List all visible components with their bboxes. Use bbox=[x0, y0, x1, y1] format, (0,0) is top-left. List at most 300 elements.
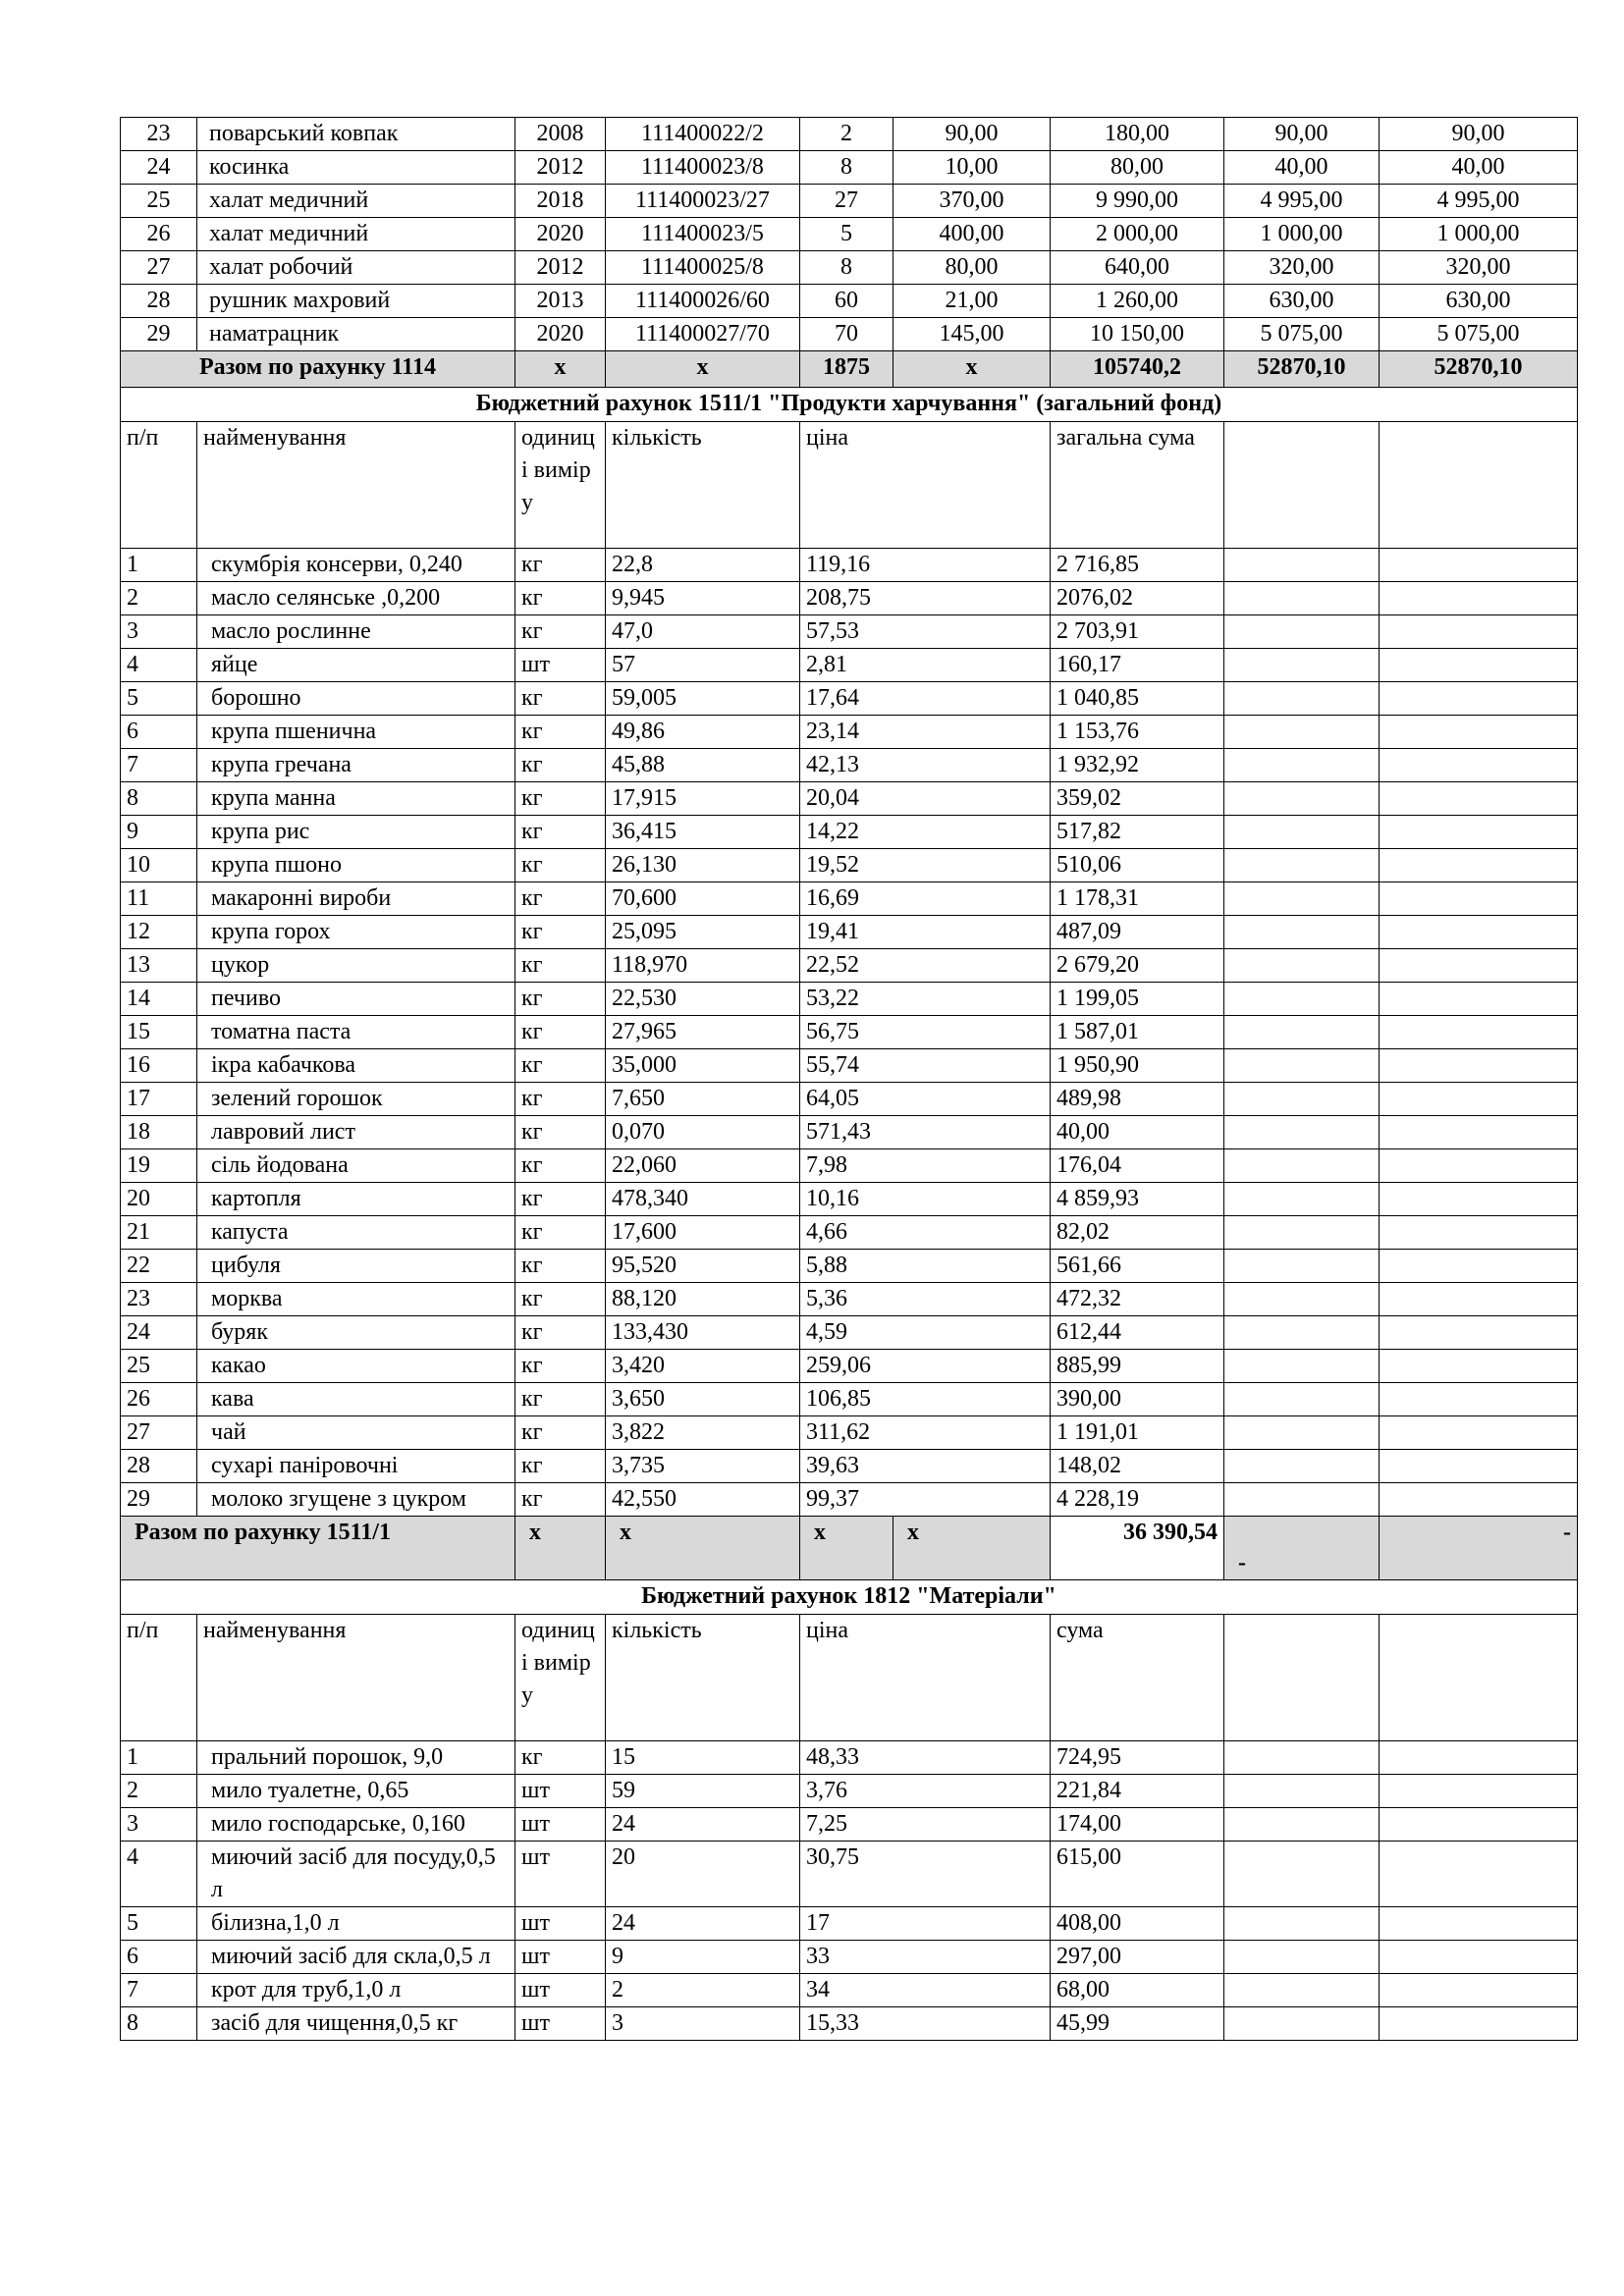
unit: кг bbox=[515, 1450, 606, 1483]
unit: кг bbox=[515, 1149, 606, 1183]
sum: 885,99 bbox=[1051, 1350, 1224, 1383]
header-empty bbox=[1380, 422, 1578, 549]
price: 10,00 bbox=[893, 151, 1051, 185]
table-row bbox=[121, 1083, 1578, 1116]
sum: 160,17 bbox=[1051, 649, 1224, 682]
unit: кг bbox=[515, 682, 606, 716]
sum: 1 587,01 bbox=[1051, 1016, 1224, 1049]
row-number: 1 bbox=[121, 549, 197, 582]
unit: кг bbox=[515, 1183, 606, 1216]
row-number: 2 bbox=[121, 582, 197, 615]
quantity: 118,970 bbox=[606, 949, 800, 983]
price: 4,66 bbox=[800, 1216, 1051, 1250]
empty-cell bbox=[1380, 849, 1578, 882]
quantity: 60 bbox=[800, 285, 893, 318]
empty-cell bbox=[1380, 682, 1578, 716]
price: 119,16 bbox=[800, 549, 1051, 582]
header-unit: одиниці виміру bbox=[515, 1615, 606, 1741]
price: 15,33 bbox=[800, 2007, 1051, 2041]
table-row bbox=[121, 1350, 1578, 1383]
table-row bbox=[121, 1907, 1578, 1941]
empty-cell bbox=[1224, 682, 1380, 716]
price: 33 bbox=[800, 1941, 1051, 1974]
item-name: крупа манна bbox=[197, 782, 515, 816]
empty-cell bbox=[1380, 649, 1578, 682]
empty-cell bbox=[1380, 1250, 1578, 1283]
sum: 517,82 bbox=[1051, 816, 1224, 849]
price: 4,59 bbox=[800, 1316, 1051, 1350]
price: 311,62 bbox=[800, 1416, 1051, 1450]
table-row bbox=[121, 1775, 1578, 1808]
empty-cell bbox=[1380, 1483, 1578, 1517]
unit: шт bbox=[515, 1941, 606, 1974]
inventory-number: 111400027/70 bbox=[606, 318, 800, 351]
sum: 45,99 bbox=[1051, 2007, 1224, 2041]
header-sum: сума bbox=[1051, 1615, 1224, 1741]
row-number: 9 bbox=[121, 816, 197, 849]
sum-a: 5 075,00 bbox=[1224, 318, 1380, 351]
quantity: 27 bbox=[800, 185, 893, 218]
total-sum: 9 990,00 bbox=[1051, 185, 1224, 218]
item-name: рушник махровий bbox=[197, 285, 515, 318]
empty-cell bbox=[1224, 1775, 1380, 1808]
sum-a: 40,00 bbox=[1224, 151, 1380, 185]
price: 23,14 bbox=[800, 716, 1051, 749]
empty-cell bbox=[1224, 582, 1380, 615]
empty-cell bbox=[1224, 1350, 1380, 1383]
quantity: 70 bbox=[800, 318, 893, 351]
sum: 4 228,19 bbox=[1051, 1483, 1224, 1517]
total-sum: 10 150,00 bbox=[1051, 318, 1224, 351]
unit: кг bbox=[515, 615, 606, 649]
price: 17 bbox=[800, 1907, 1051, 1941]
empty-cell bbox=[1224, 1416, 1380, 1450]
quantity: 9 bbox=[606, 1941, 800, 1974]
empty-cell bbox=[1380, 1216, 1578, 1250]
row-number: 22 bbox=[121, 1250, 197, 1283]
empty-cell bbox=[1224, 1049, 1380, 1083]
unit: кг bbox=[515, 1216, 606, 1250]
header-name: найменування bbox=[197, 1615, 515, 1741]
item-name: какао bbox=[197, 1350, 515, 1383]
item-name: халат медичний bbox=[197, 218, 515, 251]
price: 99,37 bbox=[800, 1483, 1051, 1517]
price: 571,43 bbox=[800, 1116, 1051, 1149]
item-name: крупа гречана bbox=[197, 749, 515, 782]
table-row bbox=[121, 882, 1578, 916]
price: 3,76 bbox=[800, 1775, 1051, 1808]
total-label: Разом по рахунку 1511/1 bbox=[121, 1517, 515, 1580]
quantity: 0,070 bbox=[606, 1116, 800, 1149]
table-row bbox=[121, 285, 1578, 318]
row-number: 5 bbox=[121, 682, 197, 716]
header-unit: одиниці виміру bbox=[515, 422, 606, 549]
price: 53,22 bbox=[800, 983, 1051, 1016]
unit: кг bbox=[515, 949, 606, 983]
quantity: 3,420 bbox=[606, 1350, 800, 1383]
price: 14,22 bbox=[800, 816, 1051, 849]
empty-cell bbox=[1224, 1450, 1380, 1483]
quantity: 88,120 bbox=[606, 1283, 800, 1316]
price: 48,33 bbox=[800, 1741, 1051, 1775]
row-number: 29 bbox=[121, 318, 197, 351]
empty-cell bbox=[1380, 549, 1578, 582]
table-row bbox=[121, 1842, 1578, 1907]
row-number: 3 bbox=[121, 1808, 197, 1842]
row-number: 4 bbox=[121, 1842, 197, 1907]
price: 20,04 bbox=[800, 782, 1051, 816]
table-row bbox=[121, 118, 1578, 151]
row-number: 8 bbox=[121, 782, 197, 816]
price: 7,98 bbox=[800, 1149, 1051, 1183]
header-number: п/п bbox=[121, 422, 197, 549]
empty-cell bbox=[1224, 1250, 1380, 1283]
quantity: 25,095 bbox=[606, 916, 800, 949]
price: 16,69 bbox=[800, 882, 1051, 916]
row-number: 12 bbox=[121, 916, 197, 949]
item-name: цукор bbox=[197, 949, 515, 983]
total-cell: x bbox=[515, 351, 606, 388]
unit: кг bbox=[515, 1116, 606, 1149]
item-name: капуста bbox=[197, 1216, 515, 1250]
empty-cell bbox=[1380, 1083, 1578, 1116]
unit: шт bbox=[515, 1808, 606, 1842]
unit: шт bbox=[515, 1974, 606, 2007]
item-name: білизна,1,0 л bbox=[197, 1907, 515, 1941]
unit: кг bbox=[515, 983, 606, 1016]
quantity: 15 bbox=[606, 1741, 800, 1775]
inventory-number: 111400025/8 bbox=[606, 251, 800, 285]
sum: 68,00 bbox=[1051, 1974, 1224, 2007]
item-name: лавровий лист bbox=[197, 1116, 515, 1149]
item-name: косинка bbox=[197, 151, 515, 185]
item-name: масло рослинне bbox=[197, 615, 515, 649]
row-number: 6 bbox=[121, 1941, 197, 1974]
empty-cell bbox=[1380, 1383, 1578, 1416]
empty-cell bbox=[1380, 1116, 1578, 1149]
sum: 359,02 bbox=[1051, 782, 1224, 816]
item-name: зелений горошок bbox=[197, 1083, 515, 1116]
unit: кг bbox=[515, 1049, 606, 1083]
quantity: 57 bbox=[606, 649, 800, 682]
price: 19,52 bbox=[800, 849, 1051, 882]
unit: кг bbox=[515, 1283, 606, 1316]
quantity: 45,88 bbox=[606, 749, 800, 782]
table-row bbox=[121, 1016, 1578, 1049]
quantity: 59 bbox=[606, 1775, 800, 1808]
year: 2020 bbox=[515, 318, 606, 351]
total-cell: x bbox=[606, 351, 800, 388]
total-cell: 52870,10 bbox=[1380, 351, 1578, 388]
quantity: 95,520 bbox=[606, 1250, 800, 1283]
unit: кг bbox=[515, 1350, 606, 1383]
sum-b: 5 075,00 bbox=[1380, 318, 1578, 351]
total-sum: 2 000,00 bbox=[1051, 218, 1224, 251]
materials-header-row bbox=[121, 1615, 1578, 1741]
quantity: 17,915 bbox=[606, 782, 800, 816]
item-name: пральний порошок, 9,0 bbox=[197, 1741, 515, 1775]
price: 2,81 bbox=[800, 649, 1051, 682]
item-name: засіб для чищення,0,5 кг bbox=[197, 2007, 515, 2041]
total-cell: 105740,2 bbox=[1051, 351, 1224, 388]
header-empty bbox=[1224, 1615, 1380, 1741]
empty-cell bbox=[1224, 1808, 1380, 1842]
row-number: 20 bbox=[121, 1183, 197, 1216]
item-name: яйце bbox=[197, 649, 515, 682]
sum: 615,00 bbox=[1051, 1842, 1224, 1907]
price: 145,00 bbox=[893, 318, 1051, 351]
quantity: 24 bbox=[606, 1808, 800, 1842]
empty-cell bbox=[1224, 1907, 1380, 1941]
price: 90,00 bbox=[893, 118, 1051, 151]
row-number: 11 bbox=[121, 882, 197, 916]
sum-a: 4 995,00 bbox=[1224, 185, 1380, 218]
price: 106,85 bbox=[800, 1383, 1051, 1416]
item-name: наматрацник bbox=[197, 318, 515, 351]
unit: кг bbox=[515, 716, 606, 749]
table-row bbox=[121, 1941, 1578, 1974]
table-row bbox=[121, 816, 1578, 849]
row-number: 26 bbox=[121, 1383, 197, 1416]
empty-cell bbox=[1380, 1775, 1578, 1808]
unit: кг bbox=[515, 1250, 606, 1283]
sum: 489,98 bbox=[1051, 1083, 1224, 1116]
header-price: ціна bbox=[800, 422, 1051, 549]
table-row bbox=[121, 682, 1578, 716]
empty-cell bbox=[1224, 1149, 1380, 1183]
empty-cell bbox=[1224, 1483, 1380, 1517]
sum: 1 199,05 bbox=[1051, 983, 1224, 1016]
unit: кг bbox=[515, 1383, 606, 1416]
row-number: 18 bbox=[121, 1116, 197, 1149]
item-name: сіль йодована bbox=[197, 1149, 515, 1183]
sum: 390,00 bbox=[1051, 1383, 1224, 1416]
empty-cell bbox=[1380, 615, 1578, 649]
unit: шт bbox=[515, 1775, 606, 1808]
unit: шт bbox=[515, 1842, 606, 1907]
empty-cell bbox=[1224, 1283, 1380, 1316]
table-row bbox=[121, 649, 1578, 682]
empty-cell bbox=[1224, 1083, 1380, 1116]
total-cell: - bbox=[1224, 1517, 1380, 1580]
unit: шт bbox=[515, 2007, 606, 2041]
sum: 1 950,90 bbox=[1051, 1049, 1224, 1083]
sum-b: 320,00 bbox=[1380, 251, 1578, 285]
empty-cell bbox=[1224, 782, 1380, 816]
quantity: 22,060 bbox=[606, 1149, 800, 1183]
quantity: 3 bbox=[606, 2007, 800, 2041]
empty-cell bbox=[1224, 2007, 1380, 2041]
quantity: 35,000 bbox=[606, 1049, 800, 1083]
empty-cell bbox=[1380, 1183, 1578, 1216]
header-empty bbox=[1224, 422, 1380, 549]
total-cell: x bbox=[893, 351, 1051, 388]
food-section-title bbox=[121, 388, 1578, 422]
row-number: 27 bbox=[121, 1416, 197, 1450]
year: 2012 bbox=[515, 251, 606, 285]
empty-cell bbox=[1224, 916, 1380, 949]
table-row bbox=[121, 1250, 1578, 1283]
year: 2018 bbox=[515, 185, 606, 218]
quantity: 59,005 bbox=[606, 682, 800, 716]
item-name: цибуля bbox=[197, 1250, 515, 1283]
table-row bbox=[121, 151, 1578, 185]
item-name: молоко згущене з цукром bbox=[197, 1483, 515, 1517]
total-label: Разом по рахунку 1114 bbox=[121, 351, 515, 388]
empty-cell bbox=[1224, 816, 1380, 849]
item-name: мило господарське, 0,160 bbox=[197, 1808, 515, 1842]
quantity: 42,550 bbox=[606, 1483, 800, 1517]
empty-cell bbox=[1380, 2007, 1578, 2041]
sum: 724,95 bbox=[1051, 1741, 1224, 1775]
table-row bbox=[121, 1383, 1578, 1416]
item-name: буряк bbox=[197, 1316, 515, 1350]
item-name: халат медичний bbox=[197, 185, 515, 218]
table-row bbox=[121, 1149, 1578, 1183]
item-name: поварський ковпак bbox=[197, 118, 515, 151]
empty-cell bbox=[1224, 1116, 1380, 1149]
empty-cell bbox=[1224, 1216, 1380, 1250]
total-sum: 640,00 bbox=[1051, 251, 1224, 285]
empty-cell bbox=[1224, 1974, 1380, 2007]
sum-a: 320,00 bbox=[1224, 251, 1380, 285]
sum: 82,02 bbox=[1051, 1216, 1224, 1250]
row-number: 2 bbox=[121, 1775, 197, 1808]
empty-cell bbox=[1224, 716, 1380, 749]
unit: кг bbox=[515, 849, 606, 882]
table-row bbox=[121, 916, 1578, 949]
empty-cell bbox=[1380, 983, 1578, 1016]
empty-cell bbox=[1380, 916, 1578, 949]
price: 370,00 bbox=[893, 185, 1051, 218]
row-number: 10 bbox=[121, 849, 197, 882]
unit: шт bbox=[515, 649, 606, 682]
inventory-number: 111400023/27 bbox=[606, 185, 800, 218]
price: 64,05 bbox=[800, 1083, 1051, 1116]
empty-cell bbox=[1224, 849, 1380, 882]
price: 42,13 bbox=[800, 749, 1051, 782]
item-name: крупа пшоно bbox=[197, 849, 515, 882]
sum: 2 716,85 bbox=[1051, 549, 1224, 582]
quantity: 20 bbox=[606, 1842, 800, 1907]
sum: 40,00 bbox=[1051, 1116, 1224, 1149]
unit: кг bbox=[515, 1741, 606, 1775]
inventory-number: 111400026/60 bbox=[606, 285, 800, 318]
row-number: 1 bbox=[121, 1741, 197, 1775]
quantity: 22,530 bbox=[606, 983, 800, 1016]
empty-cell bbox=[1380, 1941, 1578, 1974]
row-number: 6 bbox=[121, 716, 197, 749]
total-sum: 80,00 bbox=[1051, 151, 1224, 185]
item-name: крот для труб,1,0 л bbox=[197, 1974, 515, 2007]
sum-a: 90,00 bbox=[1224, 118, 1380, 151]
total-cell: - bbox=[1380, 1517, 1578, 1580]
row-number: 14 bbox=[121, 983, 197, 1016]
sum-a: 1 000,00 bbox=[1224, 218, 1380, 251]
empty-cell bbox=[1224, 1383, 1380, 1416]
unit: кг bbox=[515, 582, 606, 615]
header-sum: загальна сума bbox=[1051, 422, 1224, 549]
quantity: 8 bbox=[800, 151, 893, 185]
sum-b: 630,00 bbox=[1380, 285, 1578, 318]
item-name: картопля bbox=[197, 1183, 515, 1216]
table-row bbox=[121, 1283, 1578, 1316]
empty-cell bbox=[1224, 549, 1380, 582]
item-name: скумбрія консерви, 0,240 bbox=[197, 549, 515, 582]
inventory-number: 111400022/2 bbox=[606, 118, 800, 151]
empty-cell bbox=[1380, 1974, 1578, 2007]
table-row bbox=[121, 782, 1578, 816]
table-row bbox=[121, 1116, 1578, 1149]
table-row bbox=[121, 1741, 1578, 1775]
unit: кг bbox=[515, 1416, 606, 1450]
price: 21,00 bbox=[893, 285, 1051, 318]
item-name: морква bbox=[197, 1283, 515, 1316]
total-cell: 52870,10 bbox=[1224, 351, 1380, 388]
empty-cell bbox=[1224, 1016, 1380, 1049]
quantity: 2 bbox=[606, 1974, 800, 2007]
row-number: 13 bbox=[121, 949, 197, 983]
table-row bbox=[121, 2007, 1578, 2041]
empty-cell bbox=[1380, 1808, 1578, 1842]
row-number: 17 bbox=[121, 1083, 197, 1116]
sum-b: 4 995,00 bbox=[1380, 185, 1578, 218]
row-number: 23 bbox=[121, 118, 197, 151]
quantity: 24 bbox=[606, 1907, 800, 1941]
price: 39,63 bbox=[800, 1450, 1051, 1483]
header-empty bbox=[1380, 1615, 1578, 1741]
section-title: Бюджетний рахунок 1812 "Матеріали" bbox=[121, 1580, 1578, 1615]
unit: кг bbox=[515, 1016, 606, 1049]
table-row bbox=[121, 1450, 1578, 1483]
sum-b: 90,00 bbox=[1380, 118, 1578, 151]
quantity: 478,340 bbox=[606, 1183, 800, 1216]
food-header-row bbox=[121, 422, 1578, 549]
unit: кг bbox=[515, 816, 606, 849]
unit: кг bbox=[515, 549, 606, 582]
total-sum: 180,00 bbox=[1051, 118, 1224, 151]
quantity: 22,8 bbox=[606, 549, 800, 582]
empty-cell bbox=[1380, 782, 1578, 816]
empty-cell bbox=[1380, 1450, 1578, 1483]
sum: 4 859,93 bbox=[1051, 1183, 1224, 1216]
quantity: 2 bbox=[800, 118, 893, 151]
item-name: масло селянське ,0,200 bbox=[197, 582, 515, 615]
sum: 148,02 bbox=[1051, 1450, 1224, 1483]
empty-cell bbox=[1380, 816, 1578, 849]
table-row bbox=[121, 185, 1578, 218]
table-row bbox=[121, 1049, 1578, 1083]
table-row bbox=[121, 218, 1578, 251]
sum: 221,84 bbox=[1051, 1775, 1224, 1808]
row-number: 24 bbox=[121, 151, 197, 185]
empty-cell bbox=[1224, 1741, 1380, 1775]
price: 5,36 bbox=[800, 1283, 1051, 1316]
row-number: 28 bbox=[121, 1450, 197, 1483]
empty-cell bbox=[1380, 882, 1578, 916]
empty-cell bbox=[1380, 1416, 1578, 1450]
header-price: ціна bbox=[800, 1615, 1051, 1741]
row-number: 3 bbox=[121, 615, 197, 649]
row-number: 27 bbox=[121, 251, 197, 285]
item-name: чай bbox=[197, 1416, 515, 1450]
unit: кг bbox=[515, 1316, 606, 1350]
sum: 2 679,20 bbox=[1051, 949, 1224, 983]
item-name: печиво bbox=[197, 983, 515, 1016]
item-name: ікра кабачкова bbox=[197, 1049, 515, 1083]
price: 30,75 bbox=[800, 1842, 1051, 1907]
empty-cell bbox=[1224, 649, 1380, 682]
